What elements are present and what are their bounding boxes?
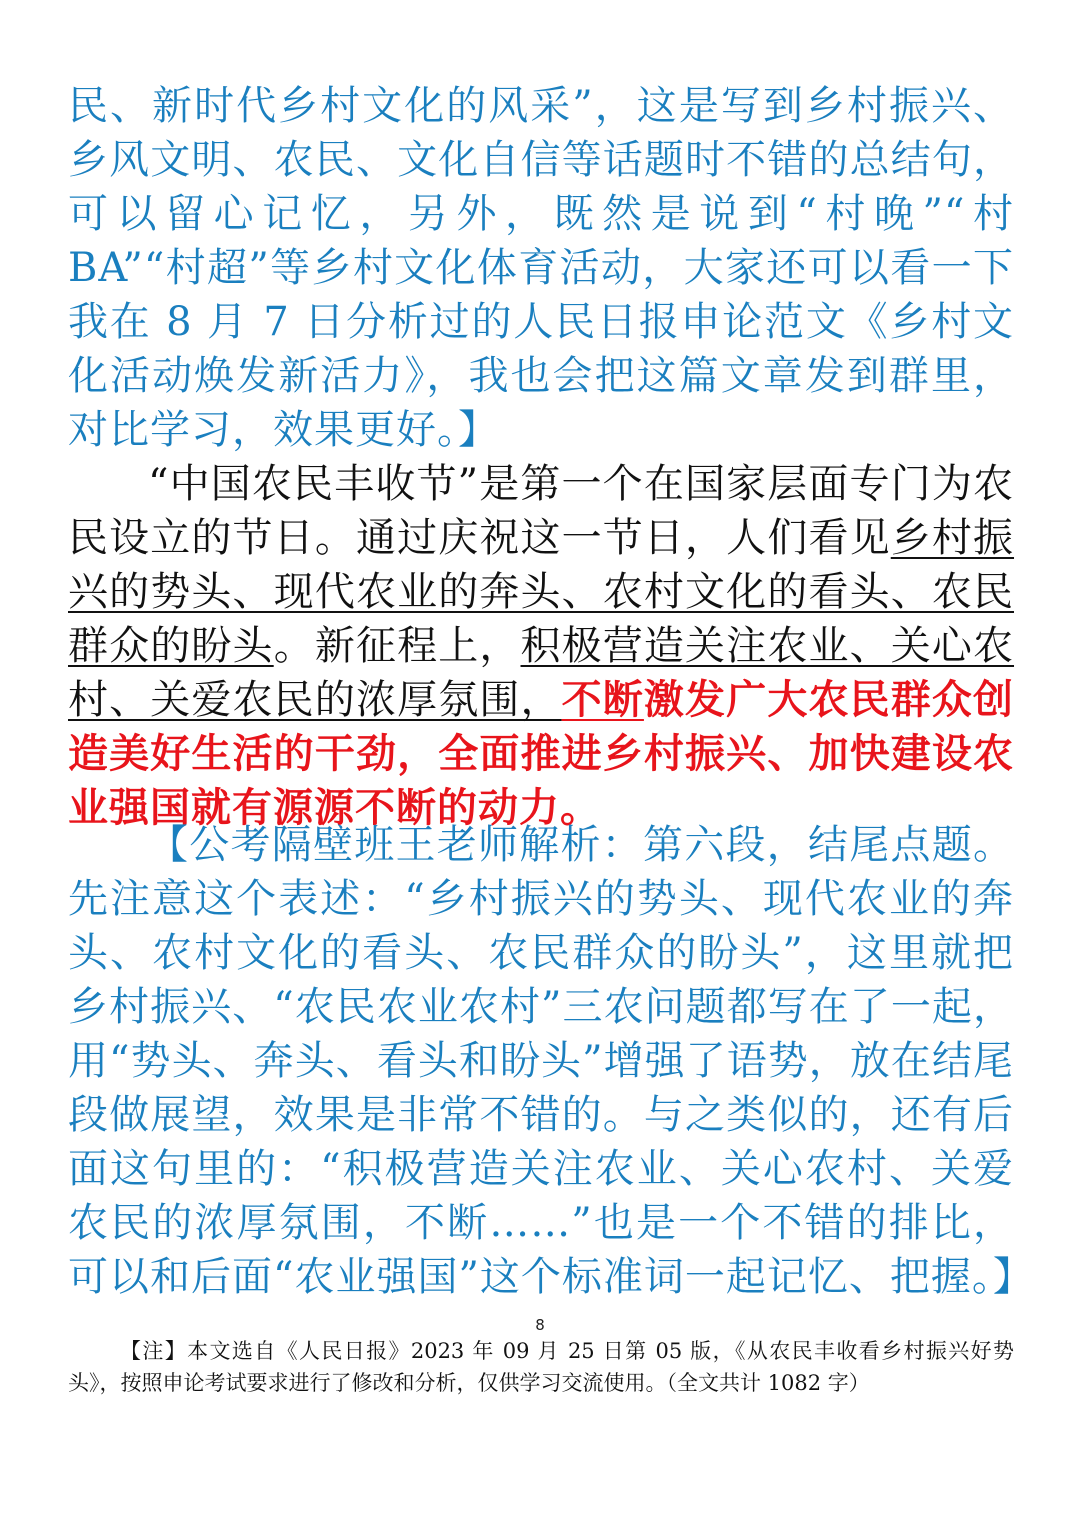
article-text-transition: 。新征程上， — [273, 623, 521, 669]
article-highlight-underlined: 不断 — [561, 676, 644, 723]
article-underlined-phrase: 乡村振兴的势头、现代农业的奔头、农村文化的看头、农民群众的盼头 — [68, 515, 1015, 669]
page-number: 8 — [535, 1316, 545, 1334]
article-paragraph — [68, 457, 1014, 835]
teacher-analysis-text: 【公考隔壁班王老师解析：第六段，结尾点题。先注意这个表述：“乡村振兴的势头、现代农业的奔头、农村文化的看头、农民群众的盼头”，这里就把乡村振兴、“农民农业农村”三农问题都写在了一起，用“势头、奔头、看头和盼头”增强了语势，放在结尾段做展望，效果是非常不错的。与之类似的，还有后面这句里的：“积极营造关注农业、关心农村、关爱农民的浓厚氛围，不断……”也是一个不错的排比，可以和后面“农业强国”这个标准词一起记忆、把握。】 — [68, 822, 1034, 1300]
analysis-continuation-paragraph — [68, 79, 1014, 457]
source-footnote-text: 【注】本文选自《人民日报》2023 年 09 月 25 日第 05 版，《从农民丰收看乡村振兴好势头》，按照申论考试要求进行了修改和分析，仅供学习交流使用。（全文共计 1082 字） — [68, 1339, 1014, 1395]
source-footnote — [68, 1335, 1014, 1399]
article-highlight-text: 激发广大农民群众创造美好生活的干劲，全面推进乡村振兴、加快建设农业强国就有源源不断的动力。 — [68, 676, 1015, 831]
article-text-intro: “中国农民丰收节”是第一个在国家层面专门为农民设立的节日。通过庆祝这一节日，人们看见 — [68, 461, 1014, 561]
teacher-analysis-paragraph — [68, 818, 1034, 1304]
article-underlined-phrase-2: 积极营造关注农业、关心农村、关爱农民的浓厚氛围， — [68, 623, 1015, 723]
analysis-continuation-text: 民、新时代乡村文化的风采”，这是写到乡村振兴、乡风文明、农民、文化自信等话题时不错的总结句，可以留心记忆，另外，既然是说到“村晚”“村 BA”“村超”等乡村文化体育活动，大家还可以看一下我在 8 月 7 日分析过的人民日报申论范文《乡村文化活动焕发新活力》，我也会把这篇文章发到群里，对比学习，效果更好。】 — [68, 83, 1014, 453]
